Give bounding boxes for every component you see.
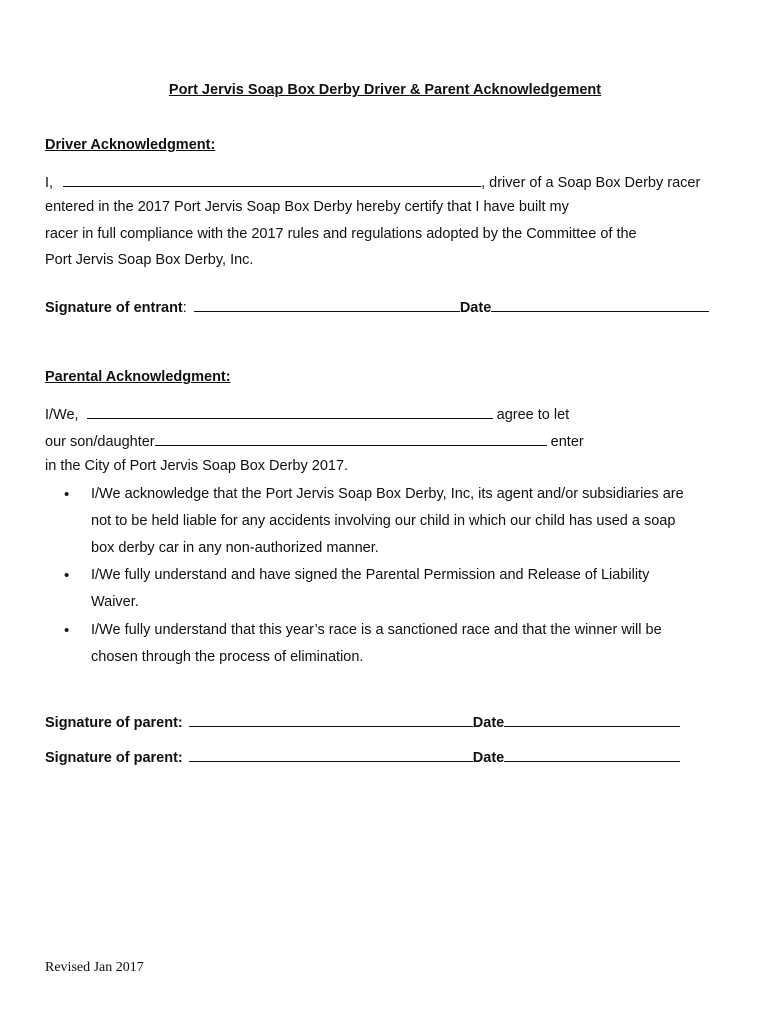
parent-section-heading: Parental Acknowledgment: [45, 369, 231, 385]
entrant-signature-field[interactable] [194, 297, 460, 312]
parent-signature-row-1 [45, 712, 680, 731]
bullet-3-line-2: chosen through the process of elimination. [91, 649, 364, 665]
document-title: Port Jervis Soap Box Derby Driver & Parent Acknowledgement [168, 82, 602, 98]
parent-line1-suffix: agree to let [496, 407, 570, 423]
parent-line1-prefix: I/We, [45, 407, 79, 423]
parent-name-line [45, 404, 569, 423]
driver-section-heading: Driver Acknowledgment: [45, 137, 216, 153]
bullet-1-line-2: not to be held liable for any accidents involving our child in which our child has used a soap [91, 513, 676, 529]
parent-name-field[interactable] [87, 404, 493, 419]
parent-signature-label-1: Signature of parent: [45, 715, 183, 731]
driver-line1-prefix: I, [45, 175, 54, 191]
driver-statement-line4: Port Jervis Soap Box Derby, Inc. [45, 252, 254, 268]
parent-date-field-1[interactable] [504, 712, 680, 727]
parent-date-field-2[interactable] [504, 747, 680, 762]
bullet-2-line-1: I/We fully understand and have signed the Parental Permission and Release of Liability [91, 567, 650, 583]
entrant-signature-label: Signature of entrant [45, 300, 183, 316]
driver-name-field[interactable] [63, 172, 481, 187]
parent-signature-field-1[interactable] [189, 712, 473, 727]
entrant-signature-colon: : [182, 300, 187, 316]
bullet-3-line-1: I/We fully understand that this year’s race is a sanctioned race and that the winner will be [91, 622, 662, 638]
entrant-date-label: Date [459, 300, 492, 316]
bullet-1-line-1: I/We acknowledge that the Port Jervis Soap Box Derby, Inc, its agent and/or subsidiaries are [91, 486, 684, 502]
bullet-icon: • [64, 486, 70, 503]
parent-date-label-2: Date [472, 750, 505, 766]
parent-date-label-1: Date [472, 715, 505, 731]
child-name-field[interactable] [155, 431, 547, 446]
driver-statement-line3: racer in full compliance with the 2017 rules and regulations adopted by the Committee of the [45, 226, 637, 242]
parent-signature-row-2 [45, 747, 680, 766]
entrant-date-field[interactable] [491, 297, 709, 312]
parent-statement-line3: in the City of Port Jervis Soap Box Derby 2017. [45, 458, 349, 474]
parent-line2-suffix: enter [550, 434, 584, 450]
revision-footer: Revised Jan 2017 [45, 960, 144, 975]
parent-line2-prefix: our son/daughter [45, 434, 155, 450]
bullet-icon: • [64, 622, 70, 639]
bullet-2-line-2: Waiver. [91, 594, 139, 610]
driver-statement-line2: entered in the 2017 Port Jervis Soap Box Derby hereby certify that I have built my [45, 199, 569, 215]
parent-signature-field-2[interactable] [189, 747, 473, 762]
driver-line1-suffix: , driver of a Soap Box Derby racer [481, 175, 701, 191]
parent-signature-label-2: Signature of parent: [45, 750, 183, 766]
driver-name-line [45, 172, 700, 191]
entrant-signature-row [45, 297, 709, 316]
bullet-icon: • [64, 567, 70, 584]
bullet-1-line-3: box derby car in any non-authorized manner. [91, 540, 379, 556]
child-name-line [45, 431, 584, 450]
